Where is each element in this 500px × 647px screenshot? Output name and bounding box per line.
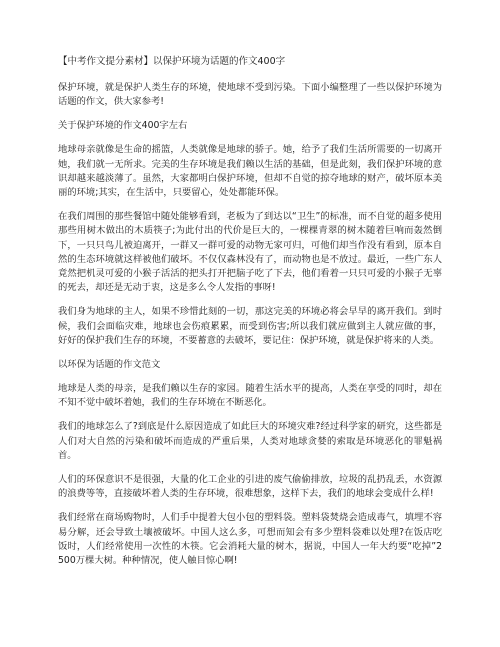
section-2-paragraph-1 — [58, 382, 442, 410]
section-2-paragraph-3 — [58, 473, 442, 501]
intro-paragraph: 保护环境，就是保护人类生存的环境，使地球不受到污染。下面小编整理了一些以保护环境为话题的作文，供大家参考! — [58, 82, 442, 108]
section-2-paragraph-2 — [58, 420, 442, 463]
section-1-paragraph-2 — [58, 210, 442, 295]
section-1-paragraph-1 — [58, 143, 442, 200]
paragraph-text: 地球母亲就像是生命的摇篮，人类就像是地球的骄子。她，给予了我们生活所需要的一切离开她，我们就一无所求。完美的生存环境是我们赖以生活的基础，但是此刻，我们保护环境的意识却越来越淡薄了。虽然，大家都明白保护环境，但却不自觉的掠夺地球的财产，破坏原本美丽的环境;其实，在生活中，只要留心，处处都能环保。 — [58, 144, 442, 199]
section-1-heading: 关于保护环境的作文400字左右 — [58, 120, 188, 132]
section-2-paragraph-4 — [58, 511, 442, 568]
intro-block — [58, 81, 442, 109]
paragraph-text: 在我们周围的那些餐馆中随处能够看到，老板为了到达以“卫生”的标准，而不自觉的超多使用那些用树木做出的木质筷子;为此付出的代价是巨大的，一棵棵青翠的树木随着巨响而轰然倒下，一只只鸟儿被迫离开，一群又一群可爱的动物无家可归，可他们却当作没有看到，原本自然的生态环境就这样被他们破坏。不仅仅森林没有了，而动物也是不放过。最近，一些广东人竟然把机灵可爱的小猴子活活的把头打开把脑子吃了下去，他们看着一只只可爱的小猴子无辜的死去，却还是无动于衷，这是多么令人发指的事呀! — [58, 211, 442, 294]
paragraph-text: 人们的环保意识不是很强，大量的化工企业的引进的废气偷偷排放，垃圾的乱扔乱丢，水资源的浪费等等，直接破坏着人类的生存环境，很难想象，这样下去，我们的地球会变成什么样! — [58, 474, 442, 500]
section-2-heading: 以环保为话题的作文范文 — [58, 359, 161, 371]
paragraph-text: 我们的地球怎么了?到底是什么原因造成了如此巨大的环境灾难?经过科学家的研究，这些都是人们对大自然的污染和破坏而造成的严重后果，人类对地球贪婪的索取是环境恶化的罪魁祸首。 — [58, 421, 442, 461]
paragraph-text: 我们经常在商场购物时，人们手中提着大包小包的塑料袋。塑料袋焚烧会造成毒气，填埋不容易分解，还会导致土壤被破坏。中国人这么多，可想而知会有多少塑料袋难以处理?在饭店吃饭时，人们经常使用一次性的木筷。它会消耗大量的树木，据说，中国人一年大约要“吃掉”2500万棵大树。种种情况，使人触目惊心啊! — [58, 512, 442, 567]
paragraph-text: 地球是人类的母亲，是我们赖以生存的家园。随着生活水平的提高，人类在享受的同时，却在不知不觉中破坏着她，我们的生存环境在不断恶化。 — [58, 383, 442, 409]
paragraph-text: 我们身为地球的主人，如果不珍惜此刻的一切，那这完美的环境必将会早早的离开我们。到时候，我们会面临灾难，地球也会伤痕累累，而受到伤害;所以我们就应做到主人就应做的事，好好的保护我们生存的环境，不要蓄意的去破坏，要记住：保护环境，就是保护将来的人类。 — [58, 306, 442, 346]
document-title: 【中考作文提分素材】以保护环境为话题的作文400字 — [58, 56, 286, 67]
section-1-paragraph-3 — [58, 305, 442, 348]
